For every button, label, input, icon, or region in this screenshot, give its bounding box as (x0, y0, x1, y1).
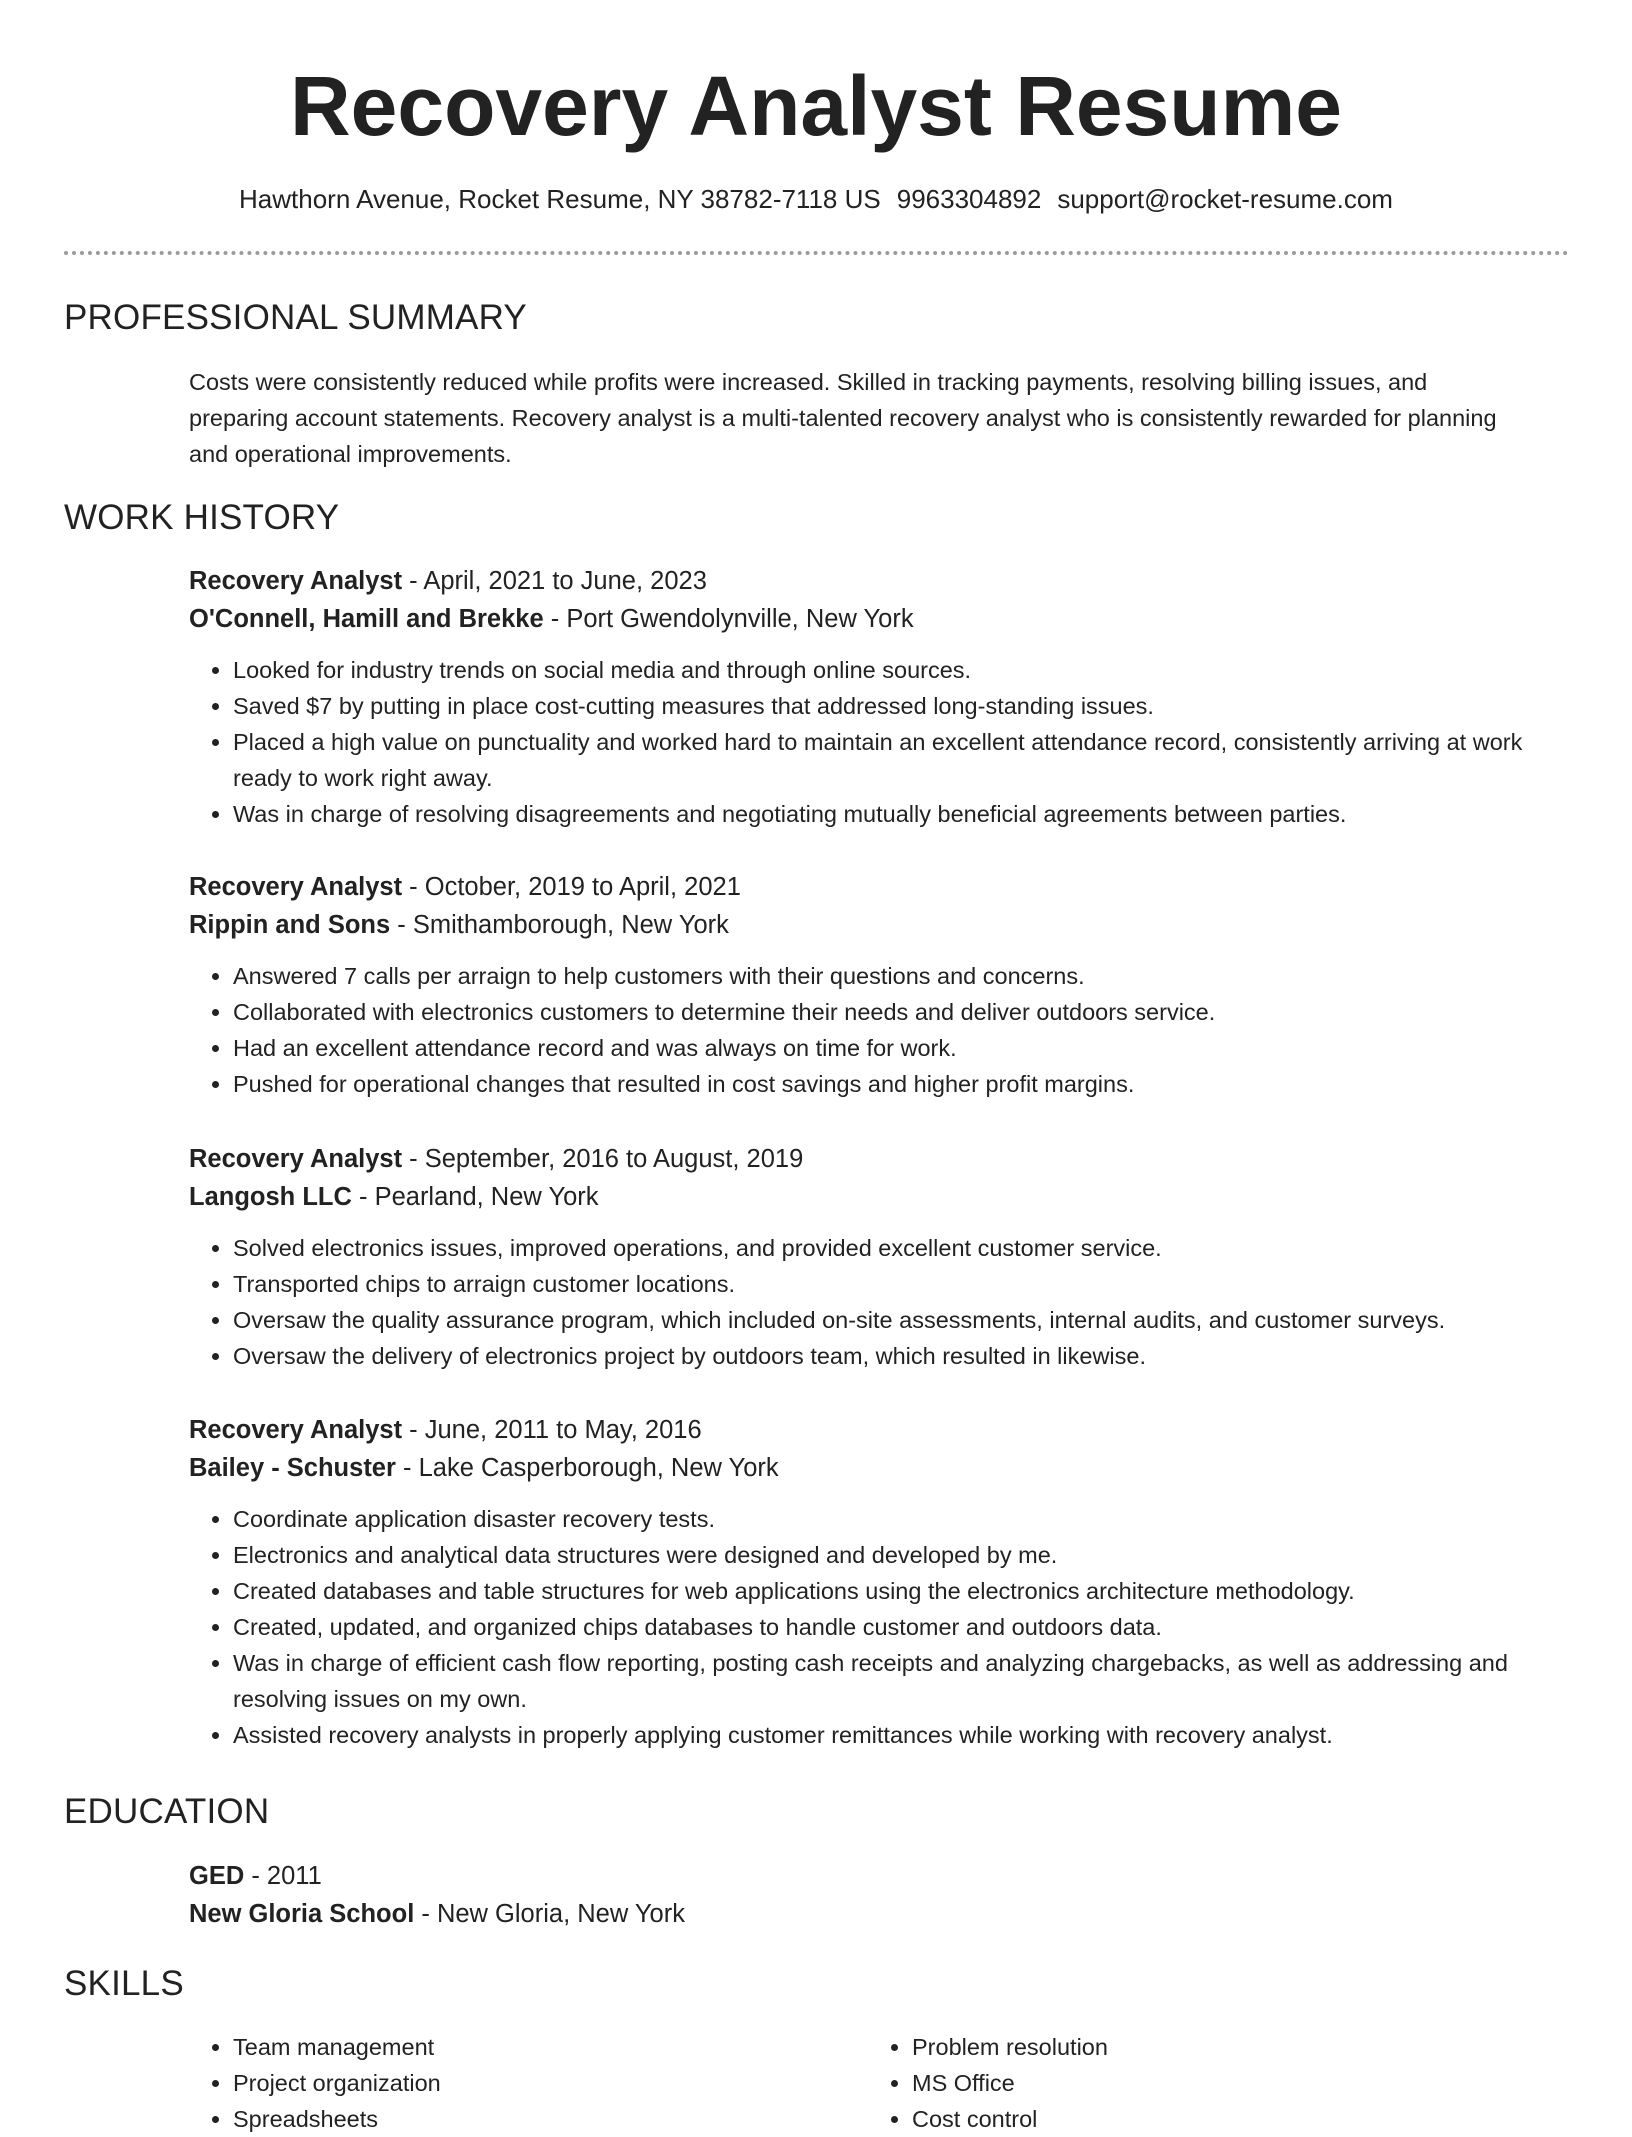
job-title-line (189, 562, 1549, 600)
skills-heading: SKILLS (64, 1964, 184, 2003)
job-bullet: • Created, updated, and organized chips databases to handle customer and outdoors data. (233, 1609, 1549, 1645)
job-title-line (189, 868, 1549, 906)
job-company: Bailey - Schuster (189, 1454, 396, 1482)
job-company: Rippin and Sons (189, 911, 391, 939)
job-title: Recovery Analyst (189, 1145, 403, 1173)
skill-item: • Project organization (233, 2065, 829, 2101)
contact-email[interactable]: support@rocket-resume.com (1057, 184, 1393, 214)
job-bullet: • Oversaw the delivery of electronics project by outdoors team, which resulted in likewise. (233, 1338, 1549, 1374)
job-title: Recovery Analyst (189, 873, 403, 901)
skills-column-left (189, 2029, 829, 2137)
job-company: O'Connell, Hamill and Brekke (189, 605, 544, 633)
job-bullet: • Electronics and analytical data structures were designed and developed by me. (233, 1537, 1549, 1573)
skill-item: • Team management (233, 2029, 829, 2065)
job-bullets (189, 652, 1549, 832)
job-bullet: • Pushed for operational changes that resulted in cost savings and higher profit margins. (233, 1066, 1549, 1102)
job-title-line (189, 1140, 1549, 1178)
skills-list-left (189, 2029, 829, 2137)
job-bullet: • Answered 7 calls per arraign to help customers with their questions and concerns. (233, 958, 1549, 994)
summary-text: Costs were consistently reduced while profits were increased. Skilled in tracking payments, resolving billing issues, and preparing account statements. Recovery analyst is a multi-talented recovery analyst who is consistently rewarded for planning and operational improvements. (189, 369, 1497, 467)
job-title-line (189, 1411, 1549, 1449)
job-bullet: • Transported chips to arraign customer locations. (233, 1266, 1549, 1302)
job-entry-3 (189, 1140, 1549, 1374)
skill-item: • Spreadsheets (233, 2101, 829, 2137)
job-location: - Port Gwendolynville, New York (543, 605, 914, 633)
job-bullet: • Looked for industry trends on social media and through online sources. (233, 652, 1549, 688)
job-entry-2 (189, 868, 1549, 1102)
education-degree-line (189, 1857, 1549, 1895)
skills-column-right (868, 2029, 1508, 2137)
skill-item: • Cost control (912, 2101, 1508, 2137)
job-dates: - June, 2011 to May, 2016 (402, 1416, 702, 1444)
job-company-line (189, 1449, 1549, 1487)
skill-item: • Problem resolution (912, 2029, 1508, 2065)
contact-phone: 9963304892 (896, 184, 1042, 214)
skill-item: • MS Office (912, 2065, 1508, 2101)
job-dates: - October, 2019 to April, 2021 (402, 873, 741, 901)
contact-line (0, 182, 1632, 216)
job-location: - Pearland, New York (351, 1183, 599, 1211)
job-location: - Lake Casperborough, New York (395, 1454, 779, 1482)
education-degree: GED (189, 1862, 245, 1890)
resume-title: Recovery Analyst Resume (289, 59, 1343, 153)
summary-heading: PROFESSIONAL SUMMARY (64, 298, 527, 337)
job-bullets (189, 1501, 1549, 1753)
education-year: - 2011 (244, 1862, 322, 1890)
job-dates: - September, 2016 to August, 2019 (402, 1145, 804, 1173)
job-entry-1 (189, 562, 1549, 832)
job-location: - Smithamborough, New York (390, 911, 729, 939)
job-bullet: • Had an excellent attendance record and was always on time for work. (233, 1030, 1549, 1066)
education-school: New Gloria School (189, 1900, 415, 1928)
job-bullet: • Solved electronics issues, improved operations, and provided excellent customer service. (233, 1230, 1549, 1266)
job-bullet: • Saved $7 by putting in place cost-cutting measures that addressed long-standing issues. (233, 688, 1549, 724)
job-bullet: • Created databases and table structures for web applications using the electronics architecture methodology. (233, 1573, 1549, 1609)
job-title: Recovery Analyst (189, 1416, 403, 1444)
job-company-line (189, 906, 1549, 944)
education-entry (189, 1857, 1549, 1933)
job-bullets (189, 1230, 1549, 1374)
education-heading: EDUCATION (64, 1792, 270, 1831)
header-divider (64, 251, 1569, 255)
job-company: Langosh LLC (189, 1183, 352, 1211)
job-company-line (189, 600, 1549, 638)
job-bullet: • Was in charge of resolving disagreements and negotiating mutually beneficial agreements between parties. (233, 796, 1549, 832)
contact-address: Hawthorn Avenue, Rocket Resume, NY 38782-7118 US (239, 184, 881, 214)
education-school-line (189, 1895, 1549, 1933)
job-bullet: • Assisted recovery analysts in properly applying customer remittances while working with recovery analyst. (233, 1717, 1549, 1753)
job-bullet: • Was in charge of efficient cash flow reporting, posting cash receipts and analyzing chargebacks, as well as addressing and resolving issues on my own. (233, 1645, 1549, 1717)
skills-list-right (868, 2029, 1508, 2137)
job-dates: - April, 2021 to June, 2023 (402, 567, 707, 595)
job-bullet: • Oversaw the quality assurance program, which included on-site assessments, internal audits, and customer surveys. (233, 1302, 1549, 1338)
job-title: Recovery Analyst (189, 567, 403, 595)
job-bullet: • Collaborated with electronics customers to determine their needs and deliver outdoors service. (233, 994, 1549, 1030)
job-company-line (189, 1178, 1549, 1216)
work-history-heading: WORK HISTORY (64, 498, 340, 537)
job-bullet: • Coordinate application disaster recovery tests. (233, 1501, 1549, 1537)
job-bullet: • Placed a high value on punctuality and worked hard to maintain an excellent attendance record, consistently arriving at work ready to work right away. (233, 724, 1549, 796)
job-bullets (189, 958, 1549, 1102)
job-entry-4 (189, 1411, 1549, 1753)
education-location: - New Gloria, New York (414, 1900, 685, 1928)
